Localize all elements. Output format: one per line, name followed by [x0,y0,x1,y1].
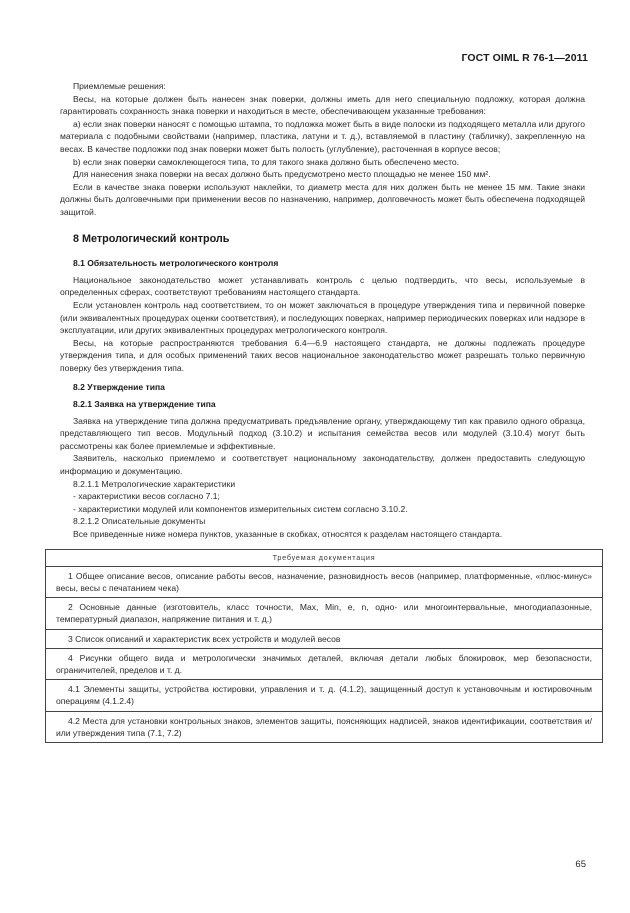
subsection-heading-8-2: 8.2 Утверждение типа [73,382,165,393]
paragraph: Для нанесения знака поверки на весах должно быть предусмотрено место площадью не менее 150 мм². [73,169,491,180]
table-row [46,629,603,648]
table-cell [46,711,603,742]
list-item: - характеристики модулей или компонентов измерительных систем согласно 3.10.2. [73,503,408,514]
section-heading-8: 8 Метрологический контроль [73,232,230,245]
paragraph: Приемлемые решения: [73,81,166,91]
paragraph: Весы, на которые распространяются требования 6.4—6.9 настоящего стандарта, не должны подлежать процедуре утверждения типа, и для особых применений таких весов национальное законодательство может разрешать только первичную поверку без утверждения типа. [60,337,585,373]
paragraph: Все приведенные ниже номера пунктов, указанные в скобках, относятся к разделам настоящего стандарта. [73,529,503,539]
table-header-row [46,549,603,566]
paragraph: Весы, на которые должен быть нанесен знак поверки, должны иметь для него специальную подложку, которая должна гарантировать сохранность знака поверки и находиться в месте, обеспечивающем указанные требования: [60,93,585,117]
table-header-cell: Требуемая документация [46,549,603,566]
paragraph: a) если знак поверки наносят с помощью штампа, то подложка может быть в виде полоски из подходящего металла или другого материала с подобными свойствами (например, пластика, латуни и т. д.), вставляемой в пластину (табличку), закрепленную на весах. В качестве подложки под знак поверки может быть полость (углубление), расточенная в корпусе весов; [60,118,585,154]
table-cell [46,566,603,597]
paragraph: Заявитель, насколько приемлемо и соответствует национальному законодательству, должен предоставить следующую информацию и документацию. [60,453,585,477]
table-row [46,680,603,711]
paragraph: Национальное законодательство может устанавливать контроль с целью подтвердить, что весы, используемые в определенных сферах, соответствуют требованиям настоящего стандарта. [60,274,585,298]
page-number: 65 [575,859,586,870]
document-code-header: ГОСТ OIML R 76-1—2011 [461,52,588,64]
table-cell-text: 4.2 Места для установки контрольных знаков, элементов защиты, поясняющих надписей, знаков идентификации, соответствия и/или утверждения типа (7.1, 7.2) [56,715,592,738]
table-cell-text: 4 Рисунки общего вида и метрологически значимых деталей, включая детали любых блокировок, мер безопасности, ограничителей, пределов и т. д. [56,652,592,676]
paragraph: 8.2.1.1 Метрологические характеристики [73,478,236,489]
paragraph: Заявка на утверждение типа должна предусматривать предъявление органу, утверждающему тип как правило одного образца, представляющего тип весов. Модульный подход (3.10.2) и испытания семейства весов или модулей (3.10.4) могут быть рассмотрены как более приемлемые и эффективные. [60,415,585,451]
required-documentation-table [45,549,603,743]
paragraph: Если в качестве знака поверки используют наклейки, то диаметр места для них должен быть не менее 15 мм. Такие знаки должны быть долговечными при применении весов по назначению, например, долговечность может быть обеспечена подходящей защитой. [60,181,585,217]
table-row [46,598,603,629]
table-row [46,648,603,679]
subsection-heading-8-1: 8.1 Обязательность метрологического контроля [73,258,279,269]
list-item: - характеристики весов согласно 7.1; [73,491,220,502]
table-cell-text: 4.1 Элементы защиты, устройства юстировки, управления и т. д. (4.1.2), защищенный доступ к установочным и юстировочным операциям (4.1.2.4) [56,684,592,707]
document-body [56,80,592,743]
table-cell [46,680,603,711]
paragraph: b) если знак поверки самоклеющегося типа, то для такого знака должно быть обеспечено место. [73,156,460,167]
paragraph: Если установлен контроль над соответствием, то он может заключаться в процедуре утверждения типа и первичной поверке (или эквивалентных процедурах оценки соответствия), и последующих поверках, например периодических поверках или надзоре в эксплуатации, или других эквивалентных процедурах метрологического контроля. [60,299,585,336]
table-cell [46,629,603,648]
table-row [46,711,603,742]
table-row [46,566,603,597]
paragraph: 8.2.1.2 Описательные документы [73,516,206,527]
table-cell-text: 1 Общее описание весов, описание работы весов, назначение, разновидность весов (например, платформенные, «плюс-минус» весы, весы с печатанием чека) [56,570,592,593]
table-cell [46,648,603,679]
table-cell-text: 2 Основные данные (изготовитель, класс точности, Max, Min, e, n, одно- или многоинтервальные, многодиапазонные, температурный диапазон, напряжение питания и т. д.) [56,602,592,625]
table-cell-text: 3 Список описаний и характеристик всех устройств и модулей весов [68,633,341,644]
subsection-heading-8-2-1: 8.2.1 Заявка на утверждение типа [73,399,216,410]
table-cell [46,598,603,629]
